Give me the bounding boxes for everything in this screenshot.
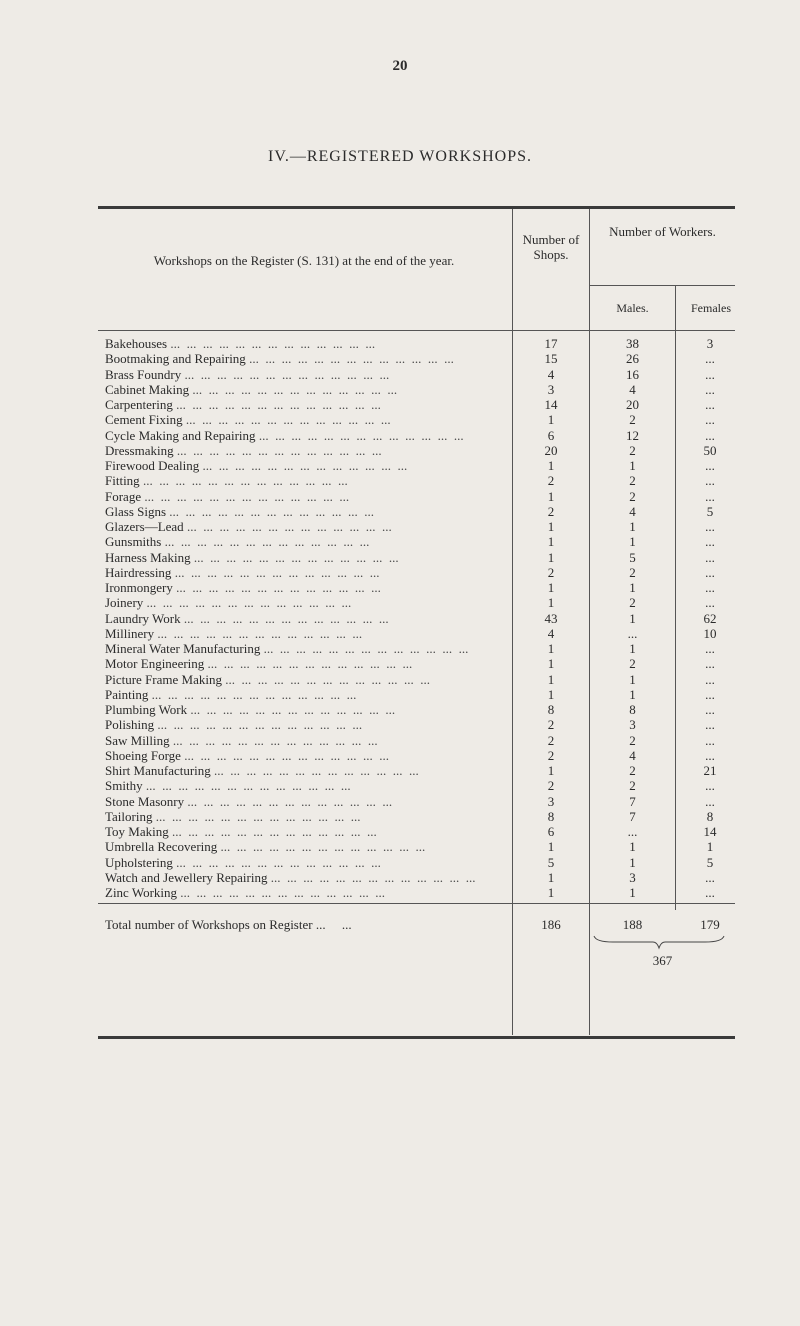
row-females: ... <box>705 381 715 397</box>
row-label: Umbrella Recovering ... ... ... ... ... ... ... ... ... ... ... ... ... <box>105 839 426 855</box>
row-males: 2 <box>629 473 636 489</box>
row-label: Cycle Making and Repairing ... ... ... ... ... ... ... ... ... ... ... ... ... <box>105 427 464 443</box>
row-males: 7 <box>629 793 636 809</box>
row-label: Upholstering ... ... ... ... ... ... ... ... ... ... ... ... ... <box>105 854 381 870</box>
row-shops: 5 <box>547 854 555 870</box>
row-shops: 1 <box>547 519 555 534</box>
row-males: 7 <box>629 808 636 824</box>
total-males: 188 <box>622 917 643 932</box>
total-workers: 367 <box>652 953 673 968</box>
row-shops: 1 <box>547 656 555 672</box>
row-males: 1 <box>629 580 636 595</box>
row-females: 10 <box>703 625 717 641</box>
table-row <box>105 626 745 641</box>
row-males: 1 <box>629 885 636 900</box>
row-shops: 1 <box>547 763 555 778</box>
row-label: Stone Masonry ... ... ... ... ... ... ... ... ... ... ... ... ... <box>105 793 393 809</box>
table-row <box>105 794 745 809</box>
row-shops: 8 <box>547 808 555 824</box>
table-row <box>105 412 745 427</box>
row-shops: 1 <box>547 580 555 595</box>
row-label: Cement Fixing ... ... ... ... ... ... ... ... ... ... ... ... ... <box>105 412 391 428</box>
table-row <box>105 839 745 854</box>
row-label: Harness Making ... ... ... ... ... ... ... ... ... ... ... ... ... <box>105 549 399 565</box>
table-row <box>105 565 745 580</box>
row-females: 5 <box>706 503 714 519</box>
row-shops: 17 <box>544 336 558 351</box>
row-females: ... <box>705 351 715 367</box>
row-females: ... <box>705 869 715 885</box>
row-label: Polishing ... ... ... ... ... ... ... ... ... ... ... ... ... <box>105 717 363 733</box>
row-males: 2 <box>629 442 636 458</box>
row-shops: 15 <box>544 351 558 367</box>
row-label: Hairdressing ... ... ... ... ... ... ... ... ... ... ... ... ... <box>105 564 380 580</box>
row-males: 26 <box>626 351 639 367</box>
row-males: 1 <box>629 854 636 870</box>
row-shops: 1 <box>547 595 555 611</box>
row-label: Laundry Work ... ... ... ... ... ... ... ... ... ... ... ... ... <box>105 610 389 626</box>
row-females: 8 <box>706 808 714 824</box>
row-label: Saw Milling ... ... ... ... ... ... ... ... ... ... ... ... ... <box>105 732 378 748</box>
row-females: ... <box>705 732 715 748</box>
page-title: IV.—REGISTERED WORKSHOPS. <box>268 148 532 165</box>
table-row <box>105 656 745 671</box>
row-males: 1 <box>629 671 636 687</box>
row-label: Cabinet Making ... ... ... ... ... ... ... ... ... ... ... ... ... <box>105 381 398 397</box>
row-females: ... <box>705 412 715 428</box>
row-females: ... <box>705 793 715 809</box>
total-brace-icon <box>593 934 725 950</box>
row-label: Bootmaking and Repairing ... ... ... ... ... ... ... ... ... ... ... ... ... <box>105 351 454 367</box>
row-males: 3 <box>629 717 636 733</box>
row-label: Gunsmiths ... ... ... ... ... ... ... ... ... ... ... ... ... <box>105 534 370 550</box>
workshop-rows <box>105 336 745 900</box>
row-label: Plumbing Work ... ... ... ... ... ... ... ... ... ... ... ... ... <box>105 702 396 717</box>
row-females: 1 <box>706 839 714 855</box>
row-females: ... <box>705 580 715 595</box>
row-shops: 8 <box>547 702 555 717</box>
total-rule <box>98 903 735 904</box>
row-males: 1 <box>629 686 636 702</box>
row-females: ... <box>705 747 715 763</box>
row-shops: 4 <box>547 366 555 382</box>
row-shops: 1 <box>547 671 555 687</box>
table-row <box>105 367 745 382</box>
row-females: 62 <box>703 610 717 626</box>
table-row <box>105 580 745 595</box>
table-row <box>105 778 745 793</box>
row-shops: 20 <box>544 442 558 458</box>
row-shops: 1 <box>547 641 555 656</box>
row-shops: 1 <box>547 839 555 855</box>
row-shops: 14 <box>544 397 558 412</box>
row-females: ... <box>705 473 715 489</box>
row-label: Brass Foundry ... ... ... ... ... ... ... ... ... ... ... ... ... <box>105 366 390 382</box>
row-males: 2 <box>629 488 636 504</box>
row-females: ... <box>705 397 715 412</box>
table-row <box>105 687 745 702</box>
header-description: Workshops on the Register (S. 131) at the end of the year. <box>153 253 455 268</box>
table-row <box>105 534 745 549</box>
row-males: 1 <box>629 458 636 473</box>
row-shops: 3 <box>547 381 555 397</box>
row-females: ... <box>705 564 715 580</box>
table-row <box>105 504 745 519</box>
total-label: Total number of Workshops on Register ... ... <box>105 917 352 932</box>
row-label: Millinery ... ... ... ... ... ... ... ... ... ... ... ... ... <box>105 625 363 641</box>
row-males: 4 <box>629 381 636 397</box>
table-row <box>105 870 745 885</box>
total-row <box>105 917 745 933</box>
table-row <box>105 824 745 839</box>
row-females: 3 <box>706 336 714 351</box>
table-row <box>105 702 745 717</box>
table-row <box>105 519 745 534</box>
table-row <box>105 717 745 732</box>
row-females: ... <box>705 778 715 794</box>
row-shops: 4 <box>547 625 555 641</box>
row-label: Mineral Water Manufacturing ... ... ... ... ... ... ... ... ... ... ... ... ... <box>105 641 469 656</box>
row-females: ... <box>705 671 715 687</box>
row-shops: 2 <box>547 717 555 733</box>
table-row <box>105 428 745 443</box>
row-shops: 2 <box>547 747 555 763</box>
row-males: 12 <box>626 427 639 443</box>
row-shops: 2 <box>547 564 555 580</box>
table-row <box>105 458 745 473</box>
row-females: ... <box>705 519 715 534</box>
row-males: 2 <box>629 564 636 580</box>
row-label: Carpentering ... ... ... ... ... ... ... ... ... ... ... ... ... <box>105 397 381 412</box>
row-label: Zinc Working ... ... ... ... ... ... ... ... ... ... ... ... ... <box>105 885 386 900</box>
row-label: Glass Signs ... ... ... ... ... ... ... ... ... ... ... ... ... <box>105 503 375 519</box>
row-label: Watch and Jewellery Repairing ... ... ... ... ... ... ... ... ... ... ... ... ... <box>105 869 476 885</box>
row-label: Fitting ... ... ... ... ... ... ... ... ... ... ... ... ... <box>105 473 348 489</box>
row-label: Ironmongery ... ... ... ... ... ... ... ... ... ... ... ... ... <box>105 580 381 595</box>
header-females: Females <box>691 301 731 315</box>
table-row <box>105 382 745 397</box>
row-males: 20 <box>626 397 639 412</box>
table-row <box>105 763 745 778</box>
row-shops: 6 <box>547 824 555 839</box>
table-row <box>105 489 745 504</box>
row-females: ... <box>705 702 715 717</box>
row-females: ... <box>705 549 715 565</box>
row-label: Glazers—Lead ... ... ... ... ... ... ... ... ... ... ... ... ... <box>105 519 392 534</box>
row-females: ... <box>705 717 715 733</box>
row-shops: 43 <box>544 610 558 626</box>
row-males: 5 <box>629 549 636 565</box>
row-females: ... <box>705 641 715 656</box>
table-row <box>105 855 745 870</box>
row-females: 14 <box>703 824 717 839</box>
row-shops: 6 <box>547 427 555 443</box>
row-shops: 1 <box>547 686 555 702</box>
row-males: ... <box>627 824 638 839</box>
table-top-rule <box>98 206 735 209</box>
row-shops: 1 <box>547 488 555 504</box>
row-shops: 1 <box>547 534 555 550</box>
row-males: 1 <box>629 519 636 534</box>
row-females: ... <box>705 366 715 382</box>
row-females: ... <box>705 458 715 473</box>
header-number-of-workers: Number of Workers. <box>609 224 716 239</box>
row-males: 2 <box>629 656 636 672</box>
row-females: 21 <box>703 763 717 778</box>
table-row <box>105 611 745 626</box>
row-label: Toy Making ... ... ... ... ... ... ... ... ... ... ... ... ... <box>105 824 377 839</box>
row-shops: 1 <box>547 458 555 473</box>
table-row <box>105 733 745 748</box>
row-label: Forage ... ... ... ... ... ... ... ... ... ... ... ... ... <box>105 488 350 504</box>
row-label: Smithy ... ... ... ... ... ... ... ... ... ... ... ... ... <box>105 778 351 794</box>
row-shops: 1 <box>547 869 555 885</box>
row-shops: 3 <box>547 793 555 809</box>
row-label: Picture Frame Making ... ... ... ... ... ... ... ... ... ... ... ... ... <box>105 671 430 687</box>
table-row <box>105 672 745 687</box>
table-row <box>105 351 745 366</box>
table-row <box>105 336 745 351</box>
row-label: Firewood Dealing ... ... ... ... ... ... ... ... ... ... ... ... ... <box>105 458 408 473</box>
table-row <box>105 641 745 656</box>
table-bottom-rule <box>98 1036 735 1039</box>
row-males: 3 <box>629 869 636 885</box>
table-row <box>105 748 745 763</box>
row-shops: 2 <box>547 473 555 489</box>
header-number-of-shops: Number of Shops. <box>522 232 580 262</box>
row-males: 16 <box>626 366 639 382</box>
table-row <box>105 397 745 412</box>
row-females: ... <box>705 656 715 672</box>
row-label: Dressmaking ... ... ... ... ... ... ... ... ... ... ... ... ... <box>105 442 382 458</box>
row-shops: 2 <box>547 503 555 519</box>
row-shops: 2 <box>547 778 555 794</box>
header-underline <box>98 330 735 331</box>
table-row <box>105 443 745 458</box>
row-males: 2 <box>629 732 636 748</box>
row-males: 2 <box>629 778 636 794</box>
table-row <box>105 473 745 488</box>
row-males: 2 <box>629 763 636 778</box>
row-females: ... <box>705 885 715 900</box>
row-shops: 1 <box>547 549 555 565</box>
row-males: 4 <box>629 747 636 763</box>
page-number: 20 <box>392 58 408 74</box>
table-row <box>105 595 745 610</box>
row-label: Joinery ... ... ... ... ... ... ... ... ... ... ... ... ... <box>105 595 352 611</box>
workers-header-underline <box>589 285 735 286</box>
row-females: ... <box>705 488 715 504</box>
row-shops: 1 <box>547 885 555 900</box>
row-females: ... <box>705 595 715 611</box>
row-label: Tailoring ... ... ... ... ... ... ... ... ... ... ... ... ... <box>105 808 361 824</box>
row-shops: 1 <box>547 412 555 428</box>
row-males: 2 <box>629 412 636 428</box>
row-males: ... <box>627 625 638 641</box>
row-females: ... <box>705 534 715 550</box>
row-shops: 2 <box>547 732 555 748</box>
row-label: Painting ... ... ... ... ... ... ... ... ... ... ... ... ... <box>105 686 357 702</box>
row-males: 8 <box>629 702 636 717</box>
row-males: 2 <box>629 595 636 611</box>
row-label: Bakehouses ... ... ... ... ... ... ... ... ... ... ... ... ... <box>105 336 376 351</box>
row-males: 1 <box>629 839 636 855</box>
table-row <box>105 809 745 824</box>
row-label: Shirt Manufacturing ... ... ... ... ... ... ... ... ... ... ... ... ... <box>105 763 419 778</box>
header-males: Males. <box>616 301 649 315</box>
row-label: Shoeing Forge ... ... ... ... ... ... ... ... ... ... ... ... ... <box>105 747 389 763</box>
row-label: Motor Engineering ... ... ... ... ... ... ... ... ... ... ... ... ... <box>105 656 413 672</box>
row-males: 38 <box>626 336 639 351</box>
total-shops: 186 <box>541 917 561 932</box>
table-row <box>105 885 745 900</box>
row-females: 50 <box>703 442 717 458</box>
row-males: 1 <box>629 641 636 656</box>
row-males: 1 <box>629 610 636 626</box>
total-females: 179 <box>700 917 720 932</box>
table-row <box>105 550 745 565</box>
row-females: 5 <box>706 854 714 870</box>
row-males: 1 <box>629 534 636 550</box>
row-females: ... <box>705 686 715 702</box>
row-females: ... <box>705 427 715 443</box>
row-males: 4 <box>629 503 636 519</box>
